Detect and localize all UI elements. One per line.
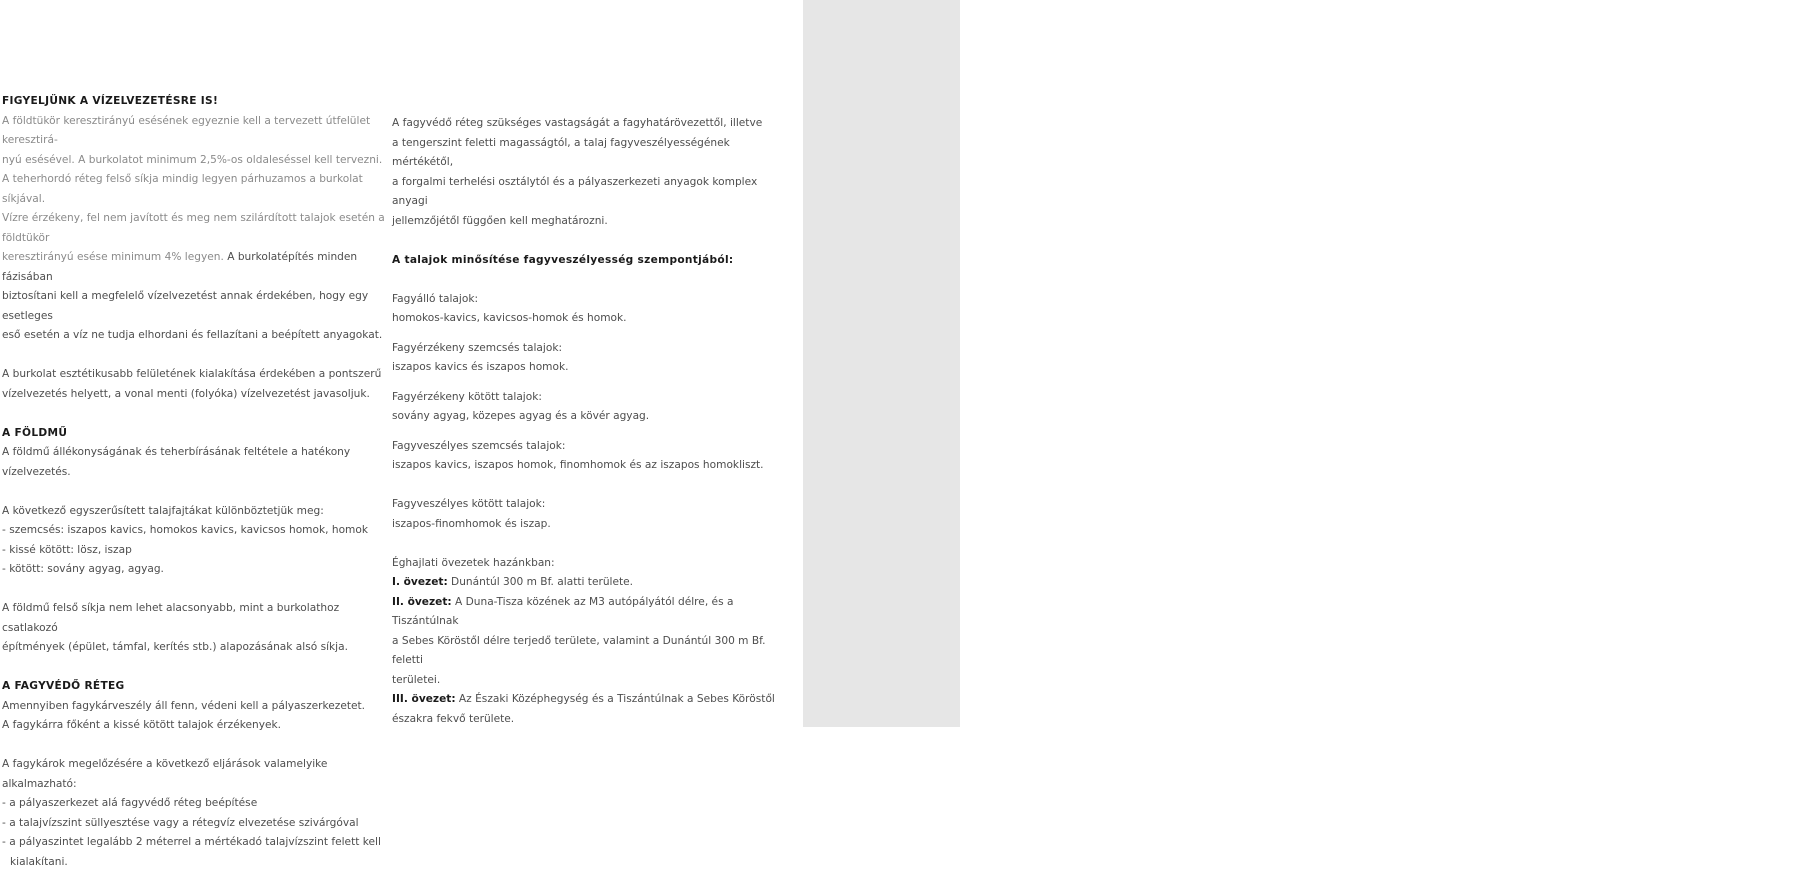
category-items: iszapos-finomhomok és iszap. [392, 515, 792, 535]
zone-3-label: III. övezet: [392, 693, 456, 705]
page-number-digit: 9 [1671, 620, 1730, 732]
top-plane-line: A földmű felső síkja nem lehet alacsonyabb, mint a burkolathoz csatlakozó [2, 599, 386, 638]
zone-3 [392, 690, 792, 710]
page-number [1671, 628, 1800, 724]
zone-1 [392, 573, 792, 593]
zone-2 [392, 593, 792, 632]
category-title: Fagyérzékeny kötött talajok: [392, 388, 792, 408]
zone-1-label: I. övezet: [392, 576, 448, 588]
drainage-line: nyú esésével. A burkolatot minimum 2,5%-os oldaleséssel kell tervezni. [2, 151, 386, 171]
category-items: sovány agyag, közepes agyag és a kövér agyag. [392, 407, 792, 427]
soil-types-line: - kissé kötött: lösz, iszap [2, 541, 386, 561]
intro-line: jellemzőjétől függően kell meghatározni. [392, 212, 792, 232]
procedures-line: kialakítani. [2, 853, 386, 872]
heading-frost: A FAGYVÉDŐ RÉTEG [2, 677, 386, 697]
surface-line: A burkolat esztétikusabb felületének kialakítása érdekében a pontszerű [2, 365, 386, 385]
earthwork-line: A földmű állékonyságának és teherbírásának feltétele a hatékony vízelvezetés. [2, 443, 386, 482]
zone-3-text: Az Északi Középhegység és a Tiszántúlnak a Sebes Köröstől [456, 693, 775, 705]
drainage-line: A teherhordó réteg felső síkja mindig legyen párhuzamos a burkolat síkjával. [2, 170, 386, 209]
drainage-line-2: biztosítani kell a megfelelő vízelvezetést annak érdekében, hogy egy esetleges [2, 287, 386, 326]
zone-3-line: északra fekvő területe. [392, 710, 792, 730]
intro-line: A fagyvédő réteg szükséges vastagságát a fagyhatárövezettől, illetve [392, 114, 792, 134]
page-number-letter: F [1736, 620, 1800, 732]
zones-title: Éghajlati övezetek hazánkban: [392, 554, 792, 574]
category-items: iszapos kavics, iszapos homok, finomhomok és az iszapos homokliszt. [392, 456, 792, 476]
zone-2-line: a Sebes Köröstől délre terjedő területe, valamint a Dunántúl 300 m Bf. feletti [392, 632, 792, 671]
soil-types-line: - kötött: sovány agyag, agyag. [2, 560, 386, 580]
right-column [392, 114, 792, 729]
drainage-line-mixed [2, 248, 386, 287]
heading-classification: A talajok minősítése fagyveszélyesség szempontjából: [392, 251, 792, 271]
frost-line: A fagykárra főként a kissé kötött talajok érzékenyek. [2, 716, 386, 736]
heading-earthwork: A FÖLDMŰ [2, 424, 386, 444]
procedures-line: - a pályaszintet legalább 2 méterrel a mértékadó talajvízszint felett kell [2, 833, 386, 853]
zone-2-label: II. övezet: [392, 596, 452, 608]
procedures-line: A fagykárok megelőzésére a következő eljárások valamelyike alkalmazható: [2, 755, 386, 794]
soil-types-line: - szemcsés: iszapos kavics, homokos kavics, kavicsos homok, homok [2, 521, 386, 541]
category-title: Fagyveszélyes kötött talajok: [392, 495, 792, 515]
drainage-line: Vízre érzékeny, fel nem javított és meg nem szilárdított talajok esetén a földtükör [2, 209, 386, 248]
category-items: iszapos kavics és iszapos homok. [392, 358, 792, 378]
frost-line: Amennyiben fagykárveszély áll fenn, védeni kell a pályaszerkezetet. [2, 697, 386, 717]
category-title: Fagyveszélyes szemcsés talajok: [392, 437, 792, 457]
zone-2-line: területei. [392, 671, 792, 691]
soil-types-line: A következő egyszerűsített talajfajtákat különböztetjük meg: [2, 502, 386, 522]
drainage-line: A földtükör keresztirányú esésének egyeznie kell a tervezett útfelület keresztirá- [2, 112, 386, 151]
drainage-line-2: eső esetén a víz ne tudja elhordani és fellazítani a beépített anyagokat. [2, 326, 386, 346]
zone-2-text: A Duna-Tisza közének az M3 autópályától délre, és a Tiszántúlnak [392, 596, 733, 628]
top-plane-line: építmények (épület, támfal, kerítés stb.) alapozásának alsó síkja. [2, 638, 386, 658]
zone-1-text: Dunántúl 300 m Bf. alatti területe. [448, 576, 633, 588]
category-title: Fagyálló talajok: [392, 290, 792, 310]
category-title: Fagyérzékeny szemcsés talajok: [392, 339, 792, 359]
sidebar-panel [803, 0, 960, 727]
intro-line: a tengerszint feletti magasságtól, a talaj fagyveszélyességének mértékétől, [392, 134, 792, 173]
drainage-continue: A burkolatépítés minden fázisában [2, 251, 357, 283]
drainage-text [2, 112, 386, 288]
procedures-line: - a pályaszerkezet alá fagyvédő réteg beépítése [2, 794, 386, 814]
category-items: homokos-kavics, kavicsos-homok és homok. [392, 309, 792, 329]
heading-drainage: FIGYELJÜNK A VÍZELVEZETÉSRE IS! [2, 92, 386, 112]
drainage-line: keresztirányú esése minimum 4% legyen. [2, 251, 224, 263]
left-column [2, 92, 386, 872]
surface-line: vízelvezetés helyett, a vonal menti (folyóka) vízelvezetést javasoljuk. [2, 385, 386, 405]
intro-line: a forgalmi terhelési osztálytól és a pályaszerkezeti anyagok komplex anyagi [392, 173, 792, 212]
procedures-line: - a talajvízszint süllyesztése vagy a rétegvíz elvezetése szivárgóval [2, 814, 386, 834]
